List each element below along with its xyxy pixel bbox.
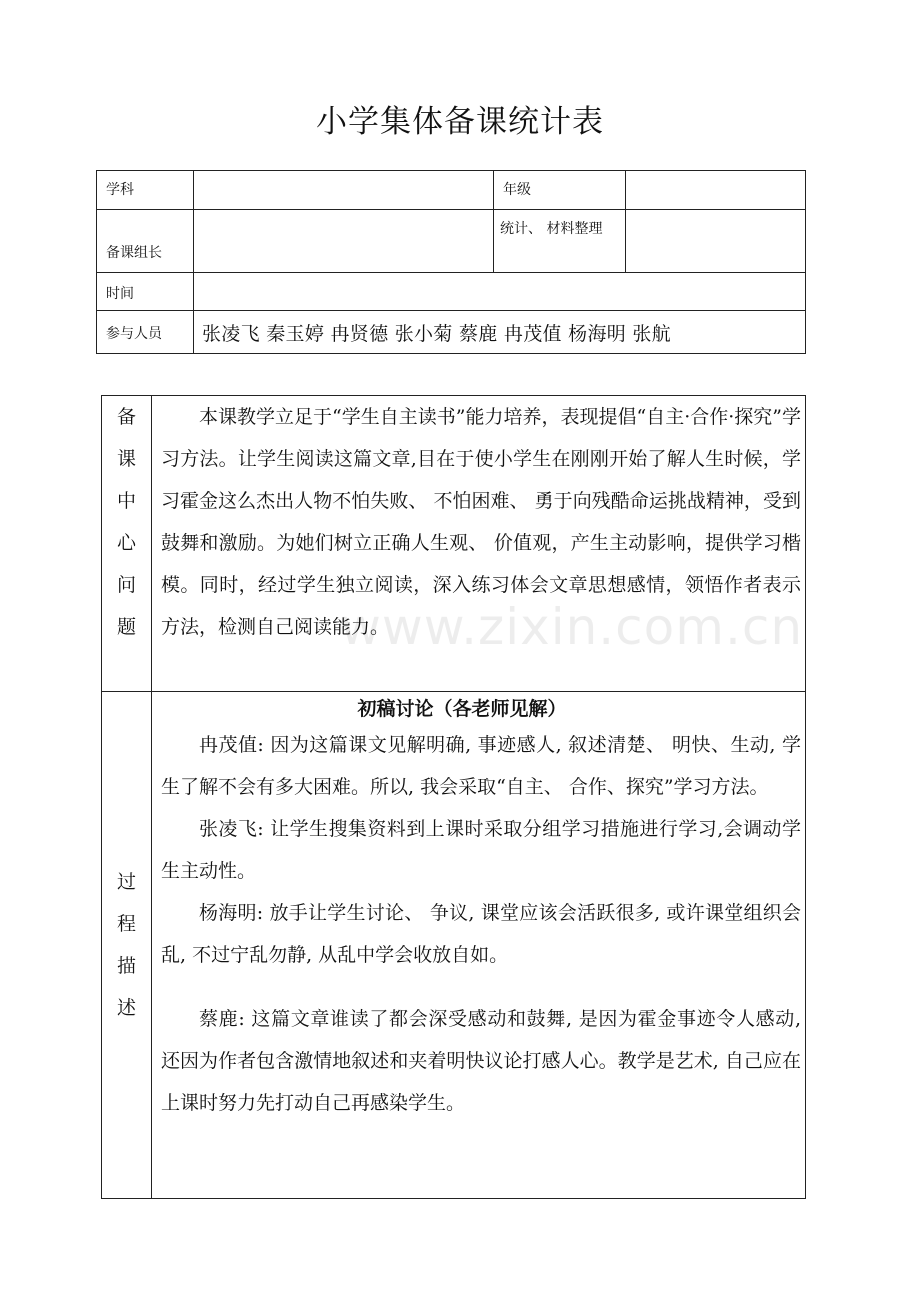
opinion-paragraph: 张凌飞: 让学生搜集资料到上课时采取分组学习措施进行学习,会调动学生主动性。 xyxy=(161,818,801,882)
side-char: 程 xyxy=(116,913,136,935)
side-char: 述 xyxy=(116,997,136,1019)
process-content xyxy=(152,692,806,1199)
side-char: 课 xyxy=(116,448,136,470)
side-char: 问 xyxy=(116,574,136,596)
leader-value[interactable] xyxy=(194,210,494,273)
leader-label: 备课组长 xyxy=(97,210,194,273)
side-char: 描 xyxy=(116,955,136,977)
grade-value[interactable] xyxy=(626,171,806,210)
process-side-label xyxy=(102,692,152,1199)
side-char: 过 xyxy=(116,871,136,893)
participants-label: 参与人员 xyxy=(97,311,194,354)
side-char: 题 xyxy=(116,616,136,638)
time-value[interactable] xyxy=(194,273,806,311)
opinion-paragraph: 蔡鹿: 这篇文章谁读了都会深受感动和鼓舞, 是因为霍金事迹令人感动, 还因为作者包含激情地叙述和夹着明快议论打感人心。教学是艺术, 自己应在上课时努力先打动自己再感染学生。 xyxy=(161,1008,801,1114)
side-char: 心 xyxy=(116,532,136,554)
subject-value[interactable] xyxy=(194,171,494,210)
watermark: www.zixin.com.cn xyxy=(340,598,804,656)
materials-value[interactable] xyxy=(626,210,806,273)
lesson-table xyxy=(101,395,806,1199)
subject-label: 学科 xyxy=(97,171,194,210)
center-problem-text: 本课教学立足于“学生自主读书”能力培养，表现提倡“自主·合作·探究”学习方法。让学生阅读这篇文章,目在于使小学生在刚刚开始了解人生时候，学习霍金这么杰出人物不怕失败、 不怕困难、 勇于向残酷命运挑战精神，受到鼓舞和激励。为她们树立正确人生观、 价值观，产生主动影响，提供学习楷模。同时，经过学生独立阅读，深入练习体会文章思想感情，领悟作者表示方法，检测自己阅读能力。 xyxy=(161,406,801,638)
opinion-paragraph: 杨海明: 放手让学生讨论、 争议, 课堂应该会活跃很多, 或许课堂组织会乱, 不过宁乱勿静, 从乱中学会收放自如。 xyxy=(161,902,801,966)
opinion-paragraph: 冉茂值: 因为这篇课文见解明确, 事迹感人, 叙述清楚、 明快、生动, 学生了解不会有多大困难。所以, 我会采取“自主、 合作、探究”学习方法。 xyxy=(161,734,801,798)
page-title: 小学集体备课统计表 xyxy=(316,104,604,140)
process-subheading: 初稿讨论（各老师见解） xyxy=(357,698,567,720)
side-char: 中 xyxy=(116,490,136,512)
side-char: 备 xyxy=(116,406,136,428)
materials-label: 统计、 材料整理 xyxy=(494,210,626,273)
time-label: 时间 xyxy=(97,273,194,311)
info-table xyxy=(96,170,806,354)
participants-value: 张凌飞 秦玉婷 冉贤德 张小菊 蔡鹿 冉茂值 杨海明 张航 xyxy=(194,311,806,354)
center-problem-side-label xyxy=(102,396,152,692)
grade-label: 年级 xyxy=(494,171,626,210)
